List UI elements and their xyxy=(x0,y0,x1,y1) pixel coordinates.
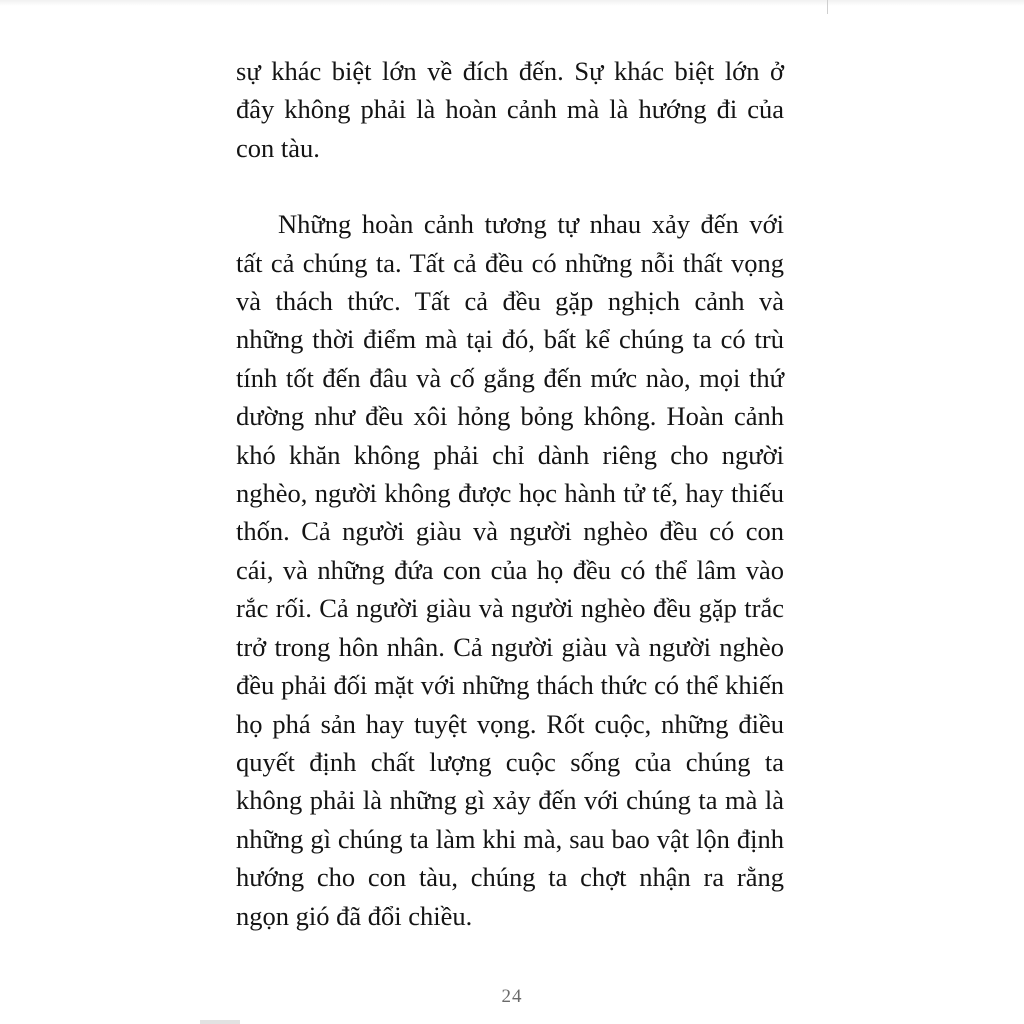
scan-mark xyxy=(827,0,828,14)
paragraph-2: Những hoàn cảnh tương tự nhau xảy đến với tất cả chúng ta. Tất cả đều có những nỗi thất vọng và thách thức. Tất cả đều gặp nghịch cảnh và những thời điểm mà tại đó, bất kể chúng ta có trù tính tốt đến đâu và cố gắng đến mức nào, mọi thứ dường như đều xôi hỏng bỏng không. Hoàn cảnh khó khăn không phải chỉ dành riêng cho người nghèo, người không được học hành tử tế, hay thiếu thốn. Cả người giàu và người nghèo đều có con cái, và những đứa con của họ đều có thể lâm vào rắc rối. Cả người giàu và người nghèo đều gặp trắc trở trong hôn nhân. Cả người giàu và người nghèo đều phải đối mặt với những thách thức có thể khiến họ phá sản hay tuyệt vọng. Rốt cuộc, những điều quyết định chất lượng cuộc sống của chúng ta không phải là những gì xảy đến với chúng ta mà là những gì chúng ta làm khi mà, sau bao vật lộn định hướng cho con tàu, chúng ta chợt nhận ra rằng ngọn gió đã đổi chiều. xyxy=(236,209,784,931)
paragraph-1: sự khác biệt lớn về đích đến. Sự khác biệt lớn ở đây không phải là hoàn cảnh mà là hướng đi của con tàu. xyxy=(236,56,784,163)
scan-bottom-mark xyxy=(200,1020,240,1024)
body-text xyxy=(236,52,784,935)
page-number: 24 xyxy=(501,986,523,1007)
scan-top-edge xyxy=(0,0,1024,6)
